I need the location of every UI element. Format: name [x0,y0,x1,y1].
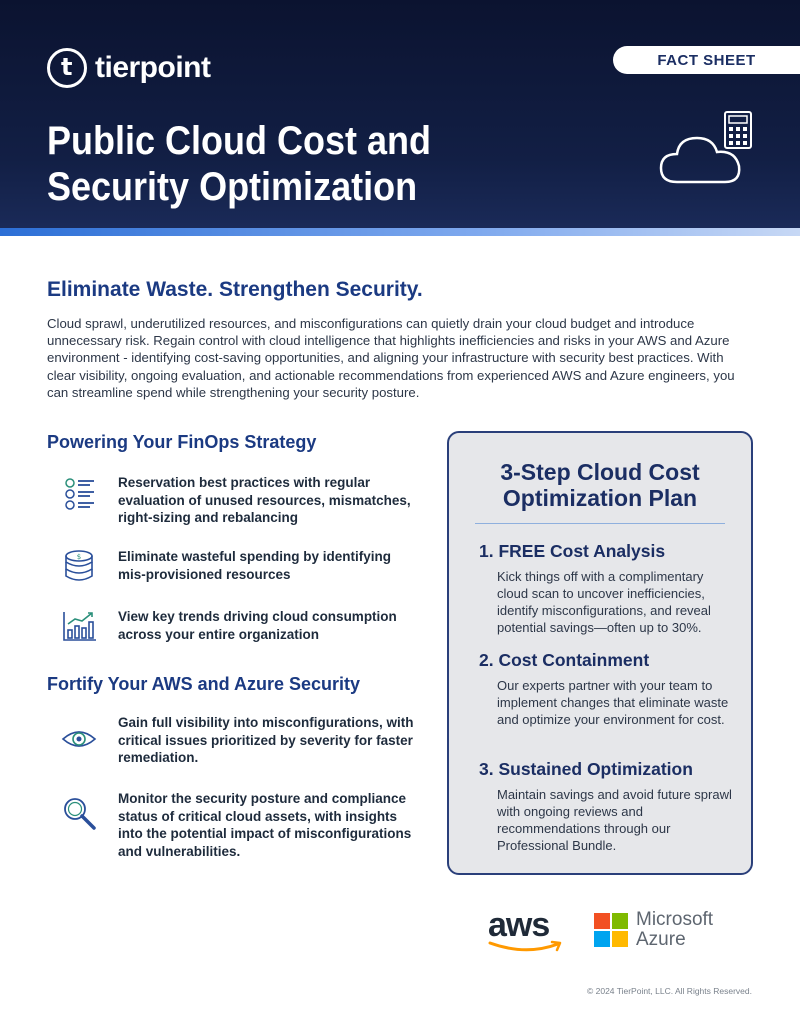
copyright-text: © 2024 TierPoint, LLC. All Rights Reserved. [586,986,752,996]
step-text: Kick things off with a complimentary cloud scan to uncover inefficiencies, identify misconfigurations, and reveal potential savings—often up to 30%. [497,569,711,635]
optimization-plan-box [447,431,753,875]
logo-text: tierpoint [95,51,211,84]
intro-paragraph: Cloud sprawl, underutilized resources, and misconfigurations can quietly drain your cloud budget and introduce unnecessary risk. Regain control with cloud intelligence that highlights inefficiencies and risks in your AWS and Azure environment - identifying cost-saving opportunities, and aligning your infrastructure with security best practices. With clear visibility, ongoing evaluation, and actionable recommendations from experienced AWS and Azure engineers, you can streamline spend while strengthening your security posture. [47,316,735,400]
finops-item [60,474,411,525]
microsoft-azure-text [636,910,713,950]
finops-item [60,548,392,586]
coin-stack-icon [60,548,98,586]
intro-heading: Eliminate Waste. Strengthen Security. [47,278,423,301]
plan-title-line-2: Optimization Plan [502,485,698,511]
step-text: Our experts partner with your team to implement changes that eliminate waste and optimize your environment for cost. [497,678,729,727]
aws-logo [488,906,568,960]
checklist-icon [60,474,98,512]
security-item-text: Monitor the security posture and compliance status of critical cloud assets, with insights into the potential impact of misconfigurations and vulnerabilities. [118,791,412,859]
fact-sheet-badge: FACT SHEET [613,46,800,74]
magnifier-icon [60,794,98,832]
finops-item-text: Eliminate wasteful spending by identifying mis-provisioned resources [118,549,392,582]
header-stripe [0,228,800,236]
page-title [47,118,551,210]
plan-title-line-1: 3-Step Cloud Cost [500,459,700,485]
microsoft-grid-icon [594,913,628,947]
svg-text:$: $ [76,553,82,561]
cloud-calculator-icon [655,110,755,190]
finops-item [60,608,397,646]
security-item [60,790,412,859]
title-line-1: Public Cloud Cost and [47,119,432,163]
finops-item-text: View key trends driving cloud consumption across your entire organization [118,609,397,642]
step-title: 3. Sustained Optimization [479,759,693,779]
finops-item-text: Reservation best practices with regular evaluation of unused resources, mismatches, right-sizing and rebalancing [118,475,411,525]
trend-chart-icon [60,608,98,646]
step-title: 1. FREE Cost Analysis [479,541,666,561]
step-title: 2. Cost Containment [479,650,650,670]
title-line-2: Security Optimization [47,165,418,209]
tierpoint-logo [47,48,211,88]
security-item [60,714,414,765]
security-heading: Fortify Your AWS and Azure Security [47,674,361,694]
plan-divider [475,523,725,524]
eye-icon [60,720,98,758]
security-item-text: Gain full visibility into misconfigurations, with critical issues prioritized by severity for faster remediation. [118,715,414,765]
microsoft-azure-logo [594,910,713,950]
aws-logo-text: aws [488,906,550,944]
step-text: Maintain savings and avoid future sprawl with ongoing reviews and recommendations through our Professional Bundle. [497,787,732,853]
tierpoint-logo-icon: t [47,48,87,88]
microsoft-text: Microsoft [636,909,714,930]
aws-smile-icon [488,940,568,954]
plan-title [449,459,751,511]
azure-text: Azure [636,929,686,950]
header-banner [0,0,800,228]
finops-heading: Powering Your FinOps Strategy [47,432,317,452]
